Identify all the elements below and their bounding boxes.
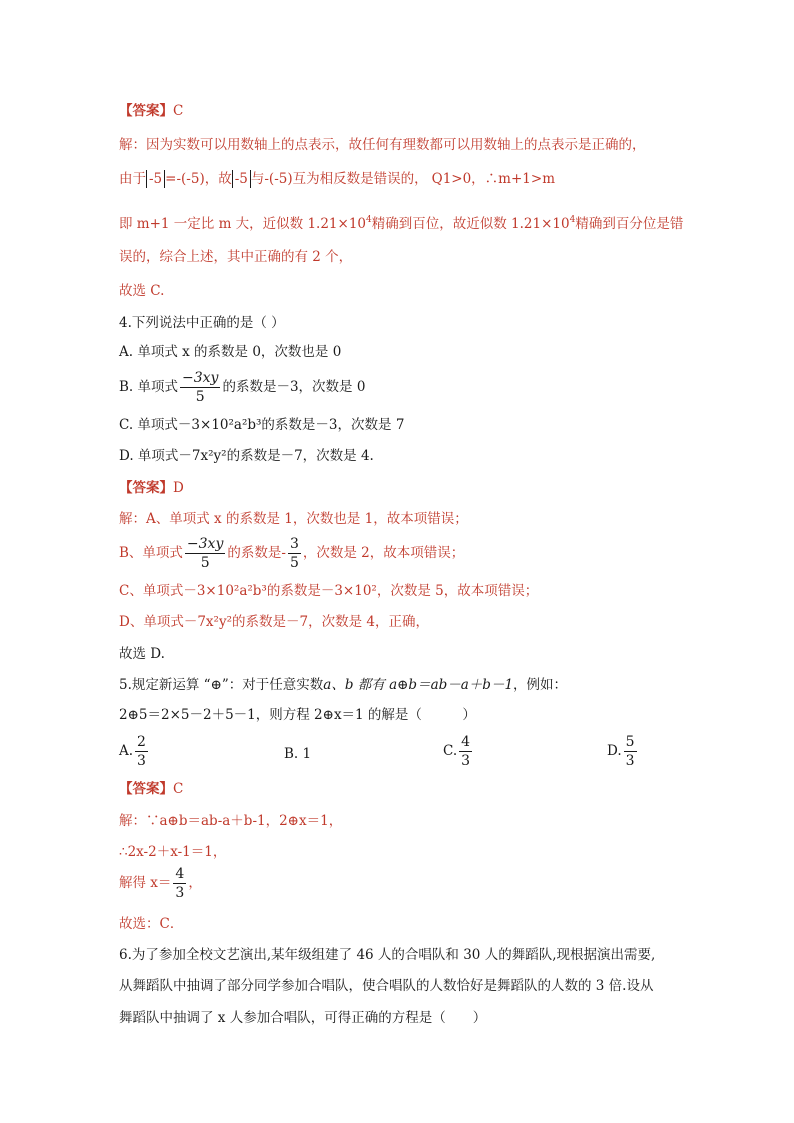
q5-stem-line-2: 2⊕5＝2×5－2＋5－1，则方程 2⊕x＝1 的解是（ ） bbox=[119, 707, 476, 723]
fraction bbox=[288, 536, 301, 571]
q5-answer-line bbox=[119, 780, 183, 798]
exponent: 4 bbox=[569, 215, 576, 225]
q4-solution-c: C、单项式－3×10²a²b³的系数是－3×10²，次数是 5，故本项错误； bbox=[119, 583, 539, 599]
denominator: 5 bbox=[200, 555, 210, 571]
q5-solution-line-1: 解：∵a⊕b＝ab-a＋b-1，2⊕x＝1， bbox=[119, 813, 343, 829]
text: =-(-5)，故 bbox=[165, 171, 232, 187]
numerator: 3 bbox=[289, 536, 299, 552]
fraction bbox=[459, 734, 472, 769]
text: ， bbox=[188, 875, 202, 891]
q6-stem-line-3: 舞蹈队中抽调了 x 人参加合唱队，可得正确的方程是（ ） bbox=[119, 1010, 487, 1026]
q4-answer-line bbox=[119, 479, 184, 497]
q5-conclusion: 故选：C． bbox=[119, 916, 184, 932]
q4-option-c: C. 单项式－3×10²a²b³的系数是－3，次数是 7 bbox=[119, 417, 405, 433]
q5-option-d bbox=[607, 734, 639, 769]
fraction bbox=[624, 734, 637, 769]
text: 与-(-5)互为相反数是错误的， bbox=[250, 171, 428, 187]
abs-value: -5 bbox=[232, 170, 251, 188]
q4-stem: 4.下列说法中正确的是（ ） bbox=[119, 315, 285, 331]
text: 由于 bbox=[119, 171, 146, 187]
exponent: 4 bbox=[366, 215, 372, 225]
q5-stem-line-1 bbox=[119, 676, 567, 694]
q5-option-c bbox=[443, 734, 474, 769]
answer-tag: 【答案】 bbox=[119, 103, 173, 119]
fraction bbox=[173, 866, 186, 901]
q4-solution-b bbox=[119, 536, 464, 571]
fraction bbox=[135, 734, 148, 769]
numerator: 2 bbox=[137, 734, 146, 750]
text: B. 单项式 bbox=[119, 379, 179, 395]
numerator: −3xy bbox=[186, 536, 224, 552]
numerator: 4 bbox=[461, 734, 471, 750]
q4-solution-a: 解：A、单项式 x 的系数是 1，次数也是 1，故本项错误； bbox=[119, 511, 468, 527]
option-label: C. bbox=[443, 743, 458, 759]
q5-option-b: B. 1 bbox=[284, 746, 312, 762]
answer-value: D bbox=[173, 480, 184, 496]
denominator: 5 bbox=[195, 389, 205, 405]
numerator: 4 bbox=[175, 866, 185, 882]
option-label: D. bbox=[607, 743, 622, 759]
text: 的系数是－3，次数是 0 bbox=[222, 379, 366, 395]
text: ，例如： bbox=[513, 677, 568, 693]
text: 解得 x＝ bbox=[119, 875, 172, 891]
denominator: 3 bbox=[137, 753, 146, 769]
q3-answer-line bbox=[119, 102, 183, 120]
text: 即 m+1 一定比 m 大，近似数 1.21×10 bbox=[119, 216, 367, 232]
numerator: 5 bbox=[625, 734, 635, 750]
q6-stem-line-1: 6.为了参加全校文艺演出,某年级组建了 46 人的合唱队和 30 人的舞蹈队,现根据演出需要, bbox=[119, 947, 656, 963]
answer-tag: 【答案】 bbox=[119, 480, 173, 496]
q3-solution-line-2 bbox=[119, 170, 555, 188]
fraction bbox=[185, 536, 225, 571]
answer-tag: 【答案】 bbox=[119, 781, 173, 797]
q3-solution-line-3 bbox=[119, 211, 683, 233]
formula: a、b 都有 a⊕b＝ab－a＋b－1 bbox=[323, 677, 514, 693]
q3-conclusion: 故选 C. bbox=[119, 283, 165, 299]
option-label: A. bbox=[119, 743, 134, 759]
q4-solution-d: D、单项式－7x²y²的系数是－7，次数是 4，正确， bbox=[119, 614, 429, 630]
q5-solution-line-3 bbox=[119, 866, 202, 901]
q4-option-b bbox=[119, 370, 365, 405]
denominator: 3 bbox=[461, 753, 471, 769]
text: 精确到百位，故近似数 1.21×10 bbox=[371, 216, 570, 232]
text: B、单项式 bbox=[119, 545, 183, 561]
abs-value: -5 bbox=[146, 170, 165, 188]
q4-option-a: A. 单项式 x 的系数是 0，次数也是 0 bbox=[119, 344, 342, 360]
fraction bbox=[180, 370, 220, 405]
q3-solution-line-4: 误的，综合上述，其中正确的有 2 个， bbox=[119, 249, 353, 265]
answer-value: C bbox=[173, 103, 184, 119]
q4-conclusion: 故选 D. bbox=[119, 646, 165, 662]
denominator: 5 bbox=[289, 555, 299, 571]
q5-solution-line-2: ∴2x-2＋x-1＝1， bbox=[119, 844, 227, 860]
text: Q1>0，∴m+1>m bbox=[431, 171, 555, 187]
numerator: −3xy bbox=[182, 370, 219, 386]
denominator: 3 bbox=[625, 753, 635, 769]
q4-option-d: D. 单项式－7x²y²的系数是－7，次数是 4. bbox=[119, 448, 374, 464]
q5-option-a bbox=[119, 734, 150, 769]
answer-value: C bbox=[173, 781, 184, 797]
denominator: 3 bbox=[175, 885, 185, 901]
text: 精确到百分位是错 bbox=[575, 216, 684, 232]
q3-solution-line-1: 解：因为实数可以用数轴上的点表示，故任何有理数都可以用数轴上的点表示是正确的， bbox=[119, 137, 646, 153]
text: 5.规定新运算 “⊕”：对于任意实数 bbox=[119, 677, 324, 693]
text: 的系数是- bbox=[227, 545, 286, 561]
text: ，次数是 2，故本项错误； bbox=[302, 545, 465, 561]
q6-stem-line-2: 从舞蹈队中抽调了部分同学参加合唱队，使合唱队的人数恰好是舞蹈队的人数的 3 倍.设从 bbox=[119, 978, 654, 994]
